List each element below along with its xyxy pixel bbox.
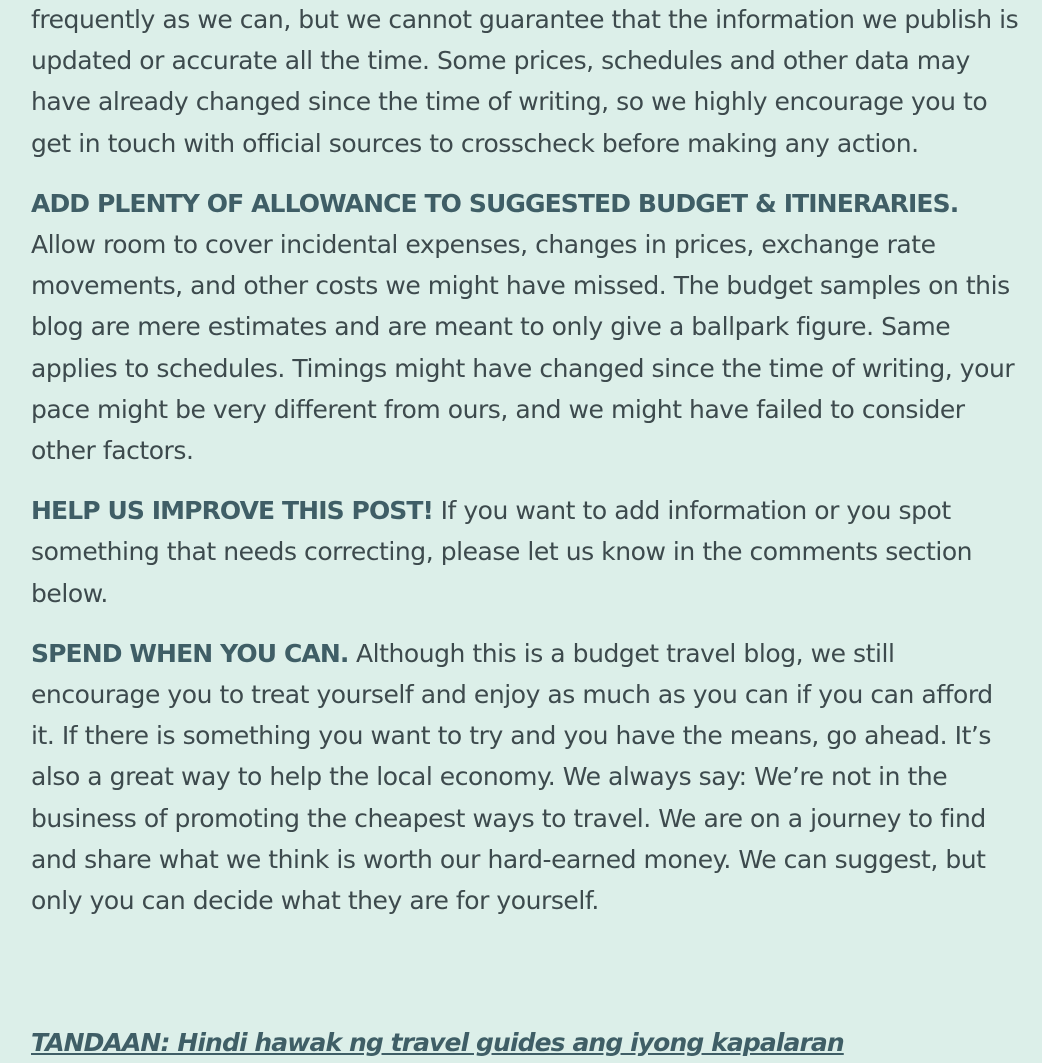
tandaan-heading-cut: TANDAAN: Hindi hawak ng travel guides ang iyong kapalaran: [31, 1028, 844, 1057]
improve-heading: HELP US IMPROVE THIS POST!: [31, 496, 434, 526]
improve-paragraph: [31, 490, 1021, 614]
allowance-heading: ADD PLENTY OF ALLOWANCE TO SUGGESTED BUDGET & ITINERARIES.: [31, 188, 959, 218]
spend-paragraph: [31, 633, 1021, 921]
spend-body: Although this is a budget travel blog, we still encourage you to treat yourself and enjoy as much as you can if you can afford it. If there is something you want to try and you have the means, go ahead. It’s also a great way to help the local economy. We always say: We’re not in the business of promoting the cheapest ways to travel. We are on a journey to find and share what we think is worth our hard-earned money. We can suggest, but only you can decide what they are for yourself.: [31, 638, 993, 916]
allowance-body: Allow room to cover incidental expenses, changes in prices, exchange rate movements, and other costs we might have missed. The budget samples on this blog are mere estimates and are meant to only give a ballpark figure. Same applies to schedules. Timings might have changed since the time of writing, your pace might be very different from ours, and we might have failed to consider other factors.: [31, 230, 1015, 466]
intro-paragraph: frequently as we can, but we cannot guarantee that the information we publish is updated or accurate all the time. Some prices, schedules and other data may have already changed since the time of writing, so we highly encourage you to get in touch with official sources to crosscheck before making any action.: [31, 5, 1019, 158]
spend-heading: SPEND WHEN YOU CAN.: [31, 638, 349, 668]
document-content: [31, 0, 1021, 940]
improve-body: If you want to add information or you spot something that needs correcting, please let us know in the comments section below.: [31, 496, 973, 608]
allowance-paragraph: [31, 183, 1021, 471]
